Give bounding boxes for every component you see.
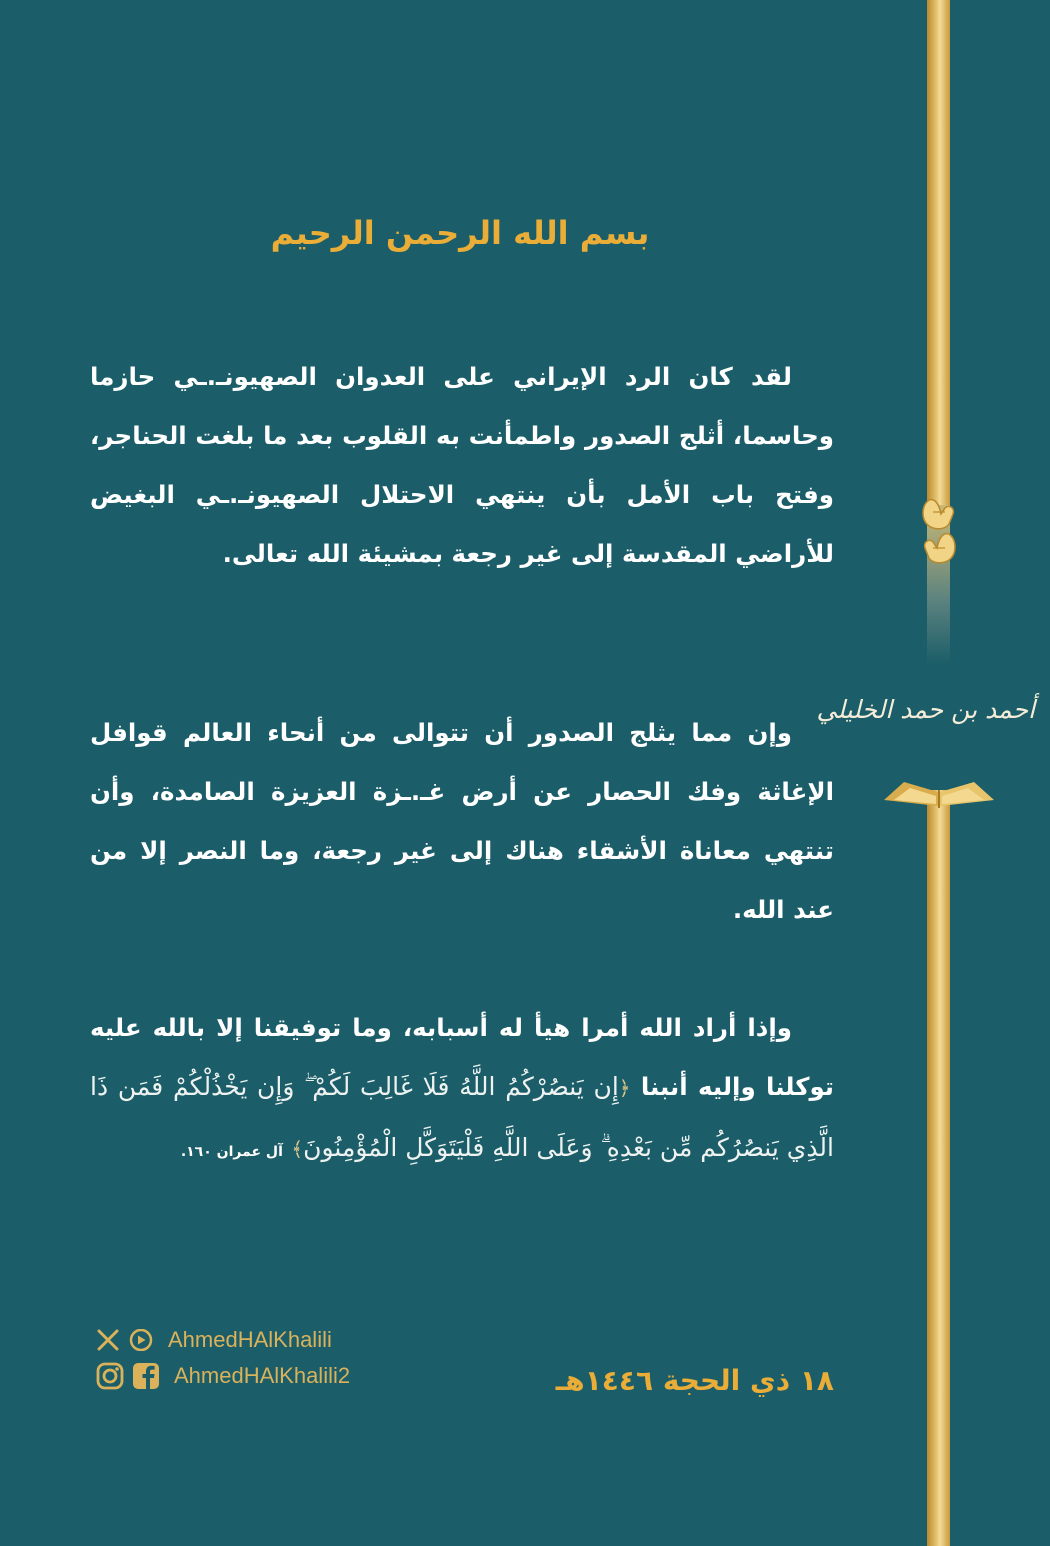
facebook-icon[interactable] bbox=[132, 1362, 160, 1390]
author-signature: أحمد بن حمد الخليلي bbox=[816, 695, 1035, 724]
youtube-icon[interactable] bbox=[128, 1329, 154, 1351]
open-book-icon bbox=[880, 770, 998, 810]
social-row-1 bbox=[96, 1327, 332, 1353]
gold-rail-top bbox=[927, 0, 950, 505]
paragraph-3 bbox=[90, 998, 834, 1182]
basmala-title: بسم الله الرحمن الرحيم bbox=[270, 214, 650, 252]
verse-close-bracket: ﴾ bbox=[291, 1137, 304, 1161]
social-row-2 bbox=[96, 1362, 350, 1390]
paragraph-2: وإن مما يثلج الصدور أن تتوالى من أنحاء العالم قوافل الإغاثة وفك الحصار عن أرض غـ.ـزة العزيزة الصامدة، وأن تنتهي معاناة الأشقاء هناك إلى غير رجعة، وما النصر إلا من عند الله. bbox=[90, 718, 834, 924]
verse-open-bracket: ﴿ bbox=[618, 1076, 631, 1100]
paragraph-3-intro: وإذا أراد الله أمرا هيأ له أسبابه، وما توفيقنا إلا بالله عليه توكلنا وإليه أنبنا bbox=[90, 1013, 835, 1101]
verse-citation: آل عمران ١٦٠. bbox=[180, 1144, 283, 1160]
clasped-hands-icon bbox=[915, 490, 963, 570]
paragraph-1: لقد كان الرد الإيراني على العدوان الصهيونـ.ـي حازما وحاسما، أثلج الصدور واطمأنت به القلوب بعد ما بلغت الحناجر، وفتح باب الأمل بأن ينتهي الاحتلال الصهيونـ.ـي البغيض للأراضي المقدسة إلى غير رجعة بمشيئة الله تعالى. bbox=[90, 362, 834, 568]
social-handle-1[interactable]: AhmedHAlKhalili bbox=[168, 1327, 332, 1352]
x-icon[interactable] bbox=[96, 1329, 120, 1351]
quran-verse: إِن يَنصُرْكُمُ اللَّهُ فَلَا غَالِبَ لَكُمْ ۖ وَإِن يَخْذُلْكُمْ فَمَن ذَا الَّذِي يَنصُرُكُم مِّن بَعْدِهِ ۗ وَعَلَى اللَّهِ فَلْيَتَوَكَّلِ الْمُؤْمِنُونَ bbox=[90, 1072, 834, 1162]
instagram-icon[interactable] bbox=[96, 1362, 124, 1390]
gold-rail-bottom bbox=[927, 790, 950, 1546]
hijri-date: ١٨ ذي الحجة ١٤٤٦هـ bbox=[555, 1364, 834, 1397]
social-handle-2[interactable]: AhmedHAlKhalili2 bbox=[174, 1363, 351, 1388]
